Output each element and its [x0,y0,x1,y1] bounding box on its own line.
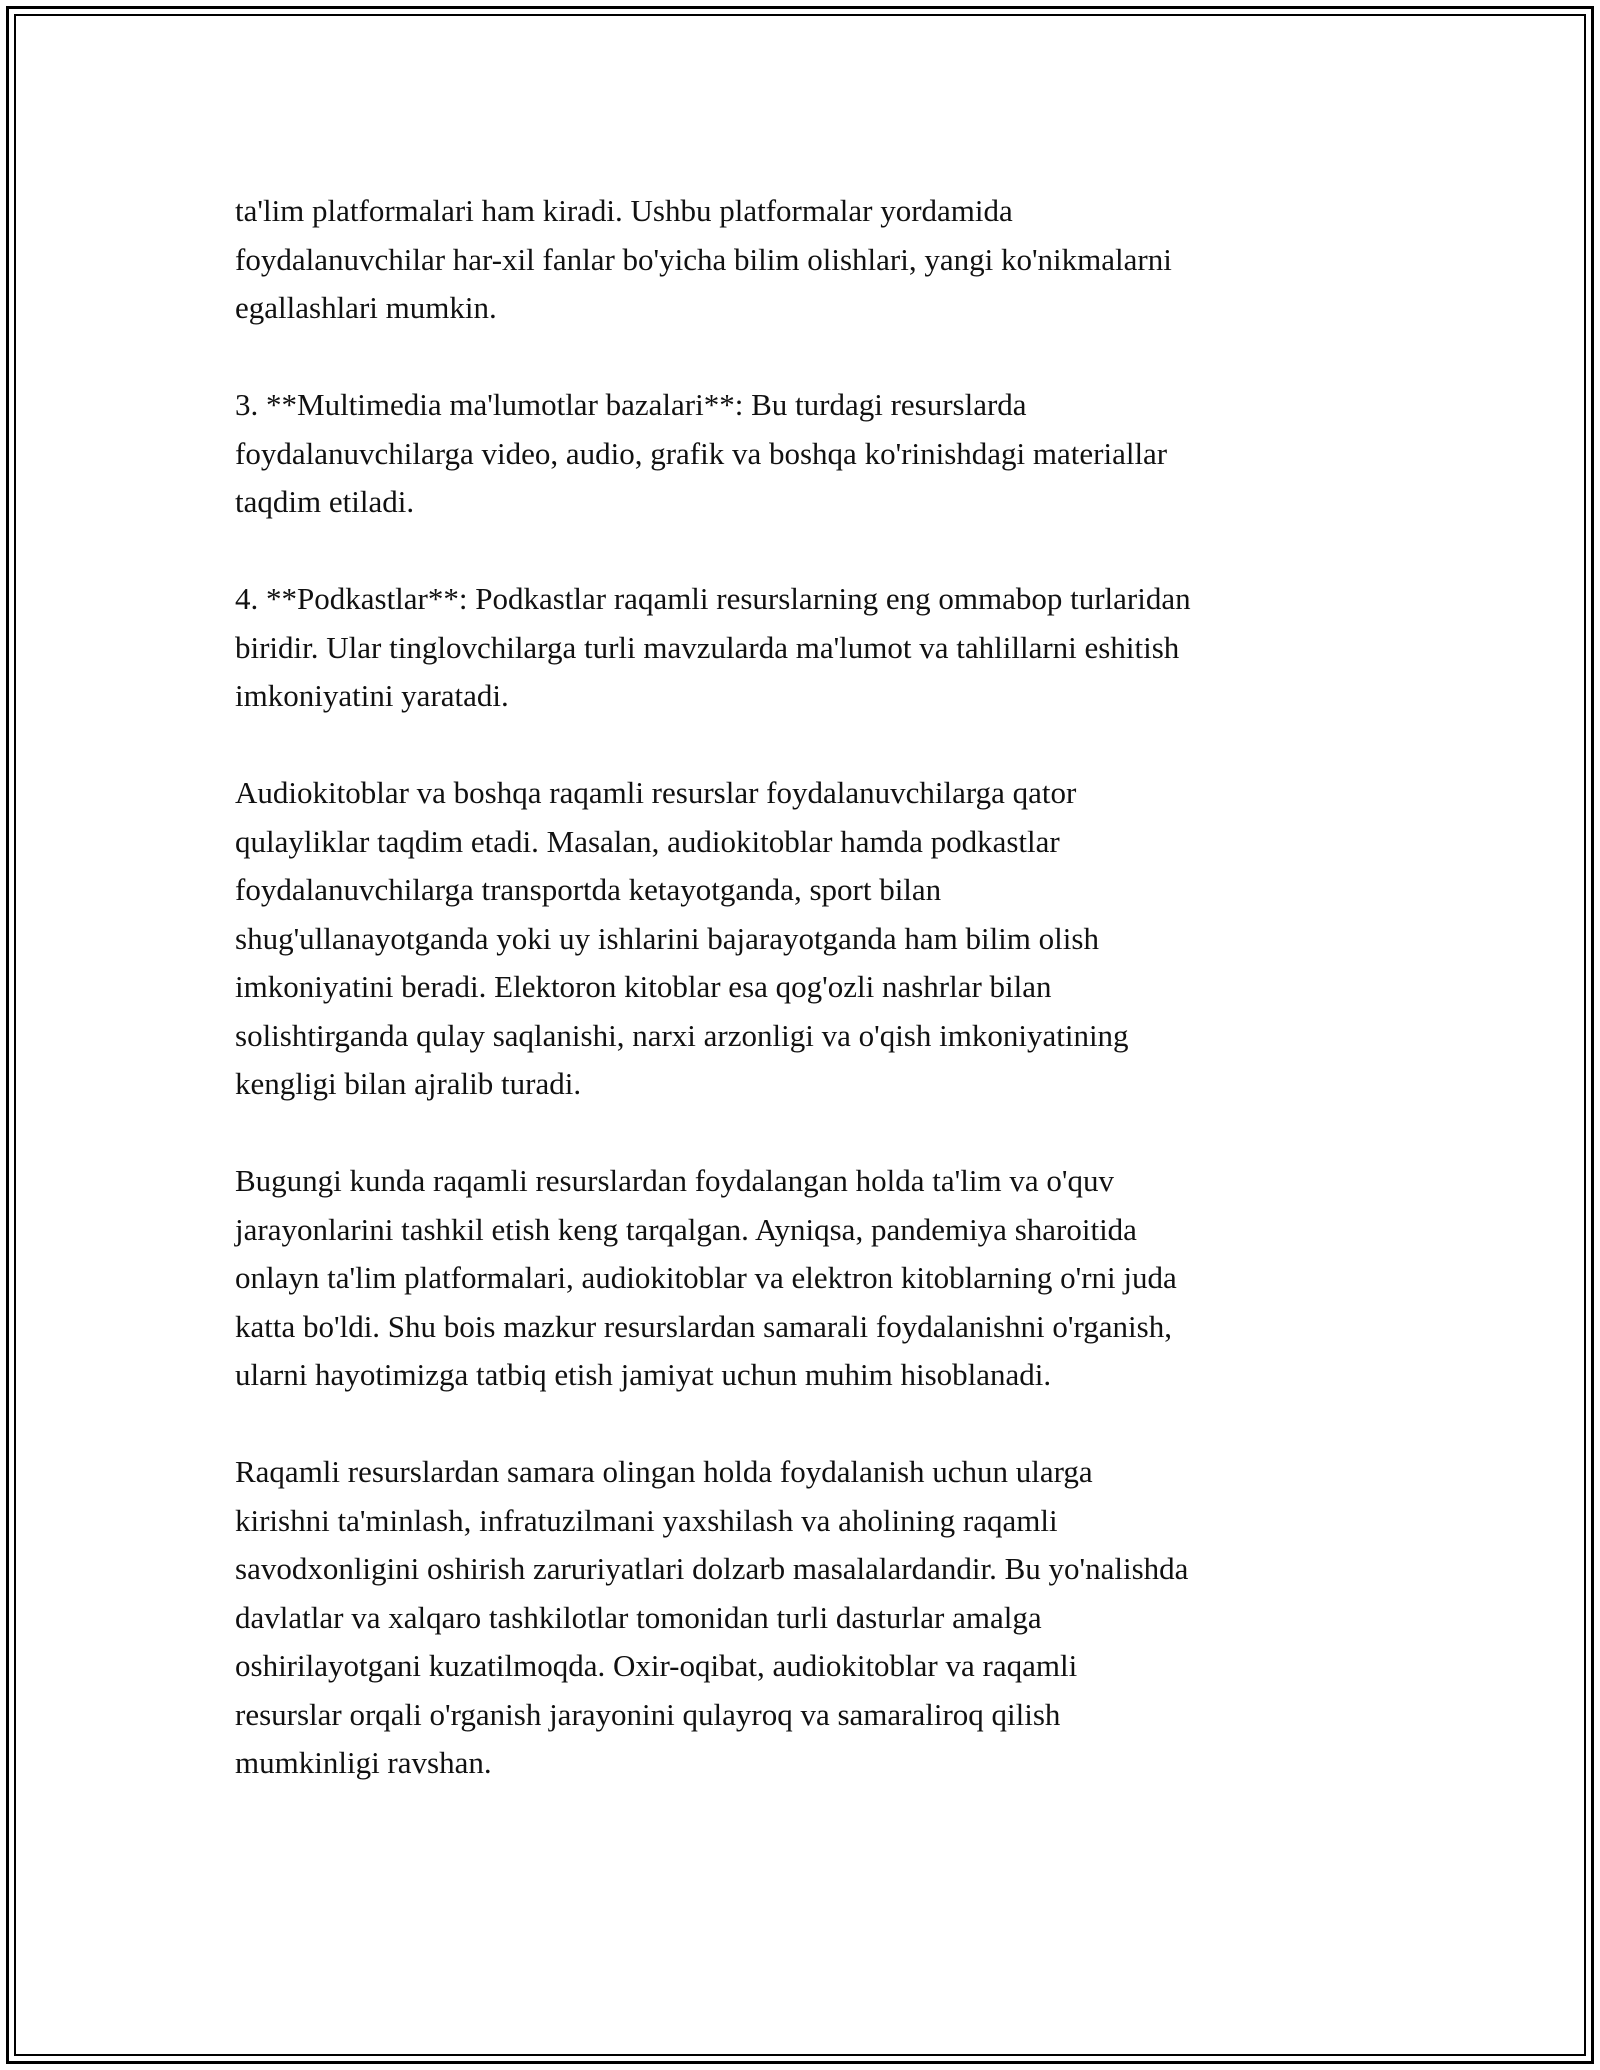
text-line: Bugungi kunda raqamli resurslardan foydalangan holda ta'lim va o'quv [235,1163,1114,1198]
text-line: savodxonligini oshirish zaruriyatlari dolzarb masalalardandir. Bu yo'nalishda [235,1551,1189,1586]
paragraph-conclusion [235,1448,1385,1788]
text-line: qulayliklar taqdim etadi. Masalan, audiokitoblar hamda podkastlar [235,823,1060,859]
text-line: shug'ullanayotganda yoki uy ishlarini bajarayotganda ham bilim olish [235,920,1099,956]
text-line: kirishni ta'minlash, infratuzilmani yaxshilash va aholining raqamli [235,1502,1058,1538]
text-line: ularni hayotimizga tatbiq etish jamiyat uchun muhim hisoblanadi. [235,1357,1052,1392]
paragraph-education-today [235,1157,1385,1400]
text-line: foydalanuvchilarga transportda ketayotganda, sport bilan [235,872,942,907]
text-line: biridir. Ular tinglovchilarga turli mavzularda ma'lumot va tahlillarni eshitish [235,629,1180,665]
document-body [235,187,1385,1836]
text-line: imkoniyatini yaratadi. [235,678,509,713]
text-line: solishtirganda qulay saqlanishi, narxi arzonligi va o'qish imkoniyatining [235,1017,1129,1053]
text-line: mumkinligi ravshan. [235,1745,492,1780]
text-line: foydalanuvchilarga video, audio, grafik va boshqa ko'rinishdagi materiallar [235,435,1168,471]
text-line: davlatlar va xalqaro tashkilotlar tomonidan turli dasturlar amalga [235,1599,1042,1635]
text-line: imkoniyatini beradi. Elektoron kitoblar esa qog'ozli nashrlar bilan [235,969,1052,1004]
text-line: resurslar orqali o'rganish jarayonini qulayroq va samaraliroq qilish [235,1696,1061,1732]
text-line: Audiokitoblar va boshqa raqamli resurslar foydalanuvchilarga qator [235,775,1077,810]
text-line: kengligi bilan ajralib turadi. [235,1066,582,1101]
text-line: taqdim etiladi. [235,484,415,519]
text-line: ta'lim platformalari ham kiradi. Ushbu platformalar yordamida [235,193,1013,228]
paragraph-multimedia-databases [235,381,1385,527]
text-line: oshirilayotgani kuzatilmoqda. Oxir-oqibat, audiokitoblar va raqamli [235,1648,1078,1683]
text-line: 3. **Multimedia ma'lumotlar bazalari**: Bu turdagi resurslarda [235,387,1027,422]
text-line: egallashlari mumkin. [235,290,497,325]
text-line: foydalanuvchilar har-xil fanlar bo'yicha bilim olishlari, yangi ko'nikmalarni [235,241,1172,277]
paragraph-platforms-continued [235,187,1385,333]
paragraph-podcasts [235,575,1385,721]
text-line: onlayn ta'lim platformalari, audiokitoblar va elektron kitoblarning o'rni juda [235,1260,1177,1295]
text-line: Raqamli resurslardan samara olingan holda foydalanish uchun ularga [235,1454,1093,1489]
text-line: 4. **Podkastlar**: Podkastlar raqamli resurslarning eng ommabop turlaridan [235,581,1191,616]
text-line: katta bo'ldi. Shu bois mazkur resurslardan samarali foydalanishni o'rganish, [235,1308,1172,1344]
text-line: jarayonlarini tashkil etish keng tarqalgan. Ayniqsa, pandemiya sharoitida [235,1211,1137,1247]
paragraph-audiobooks-benefits [235,769,1385,1109]
